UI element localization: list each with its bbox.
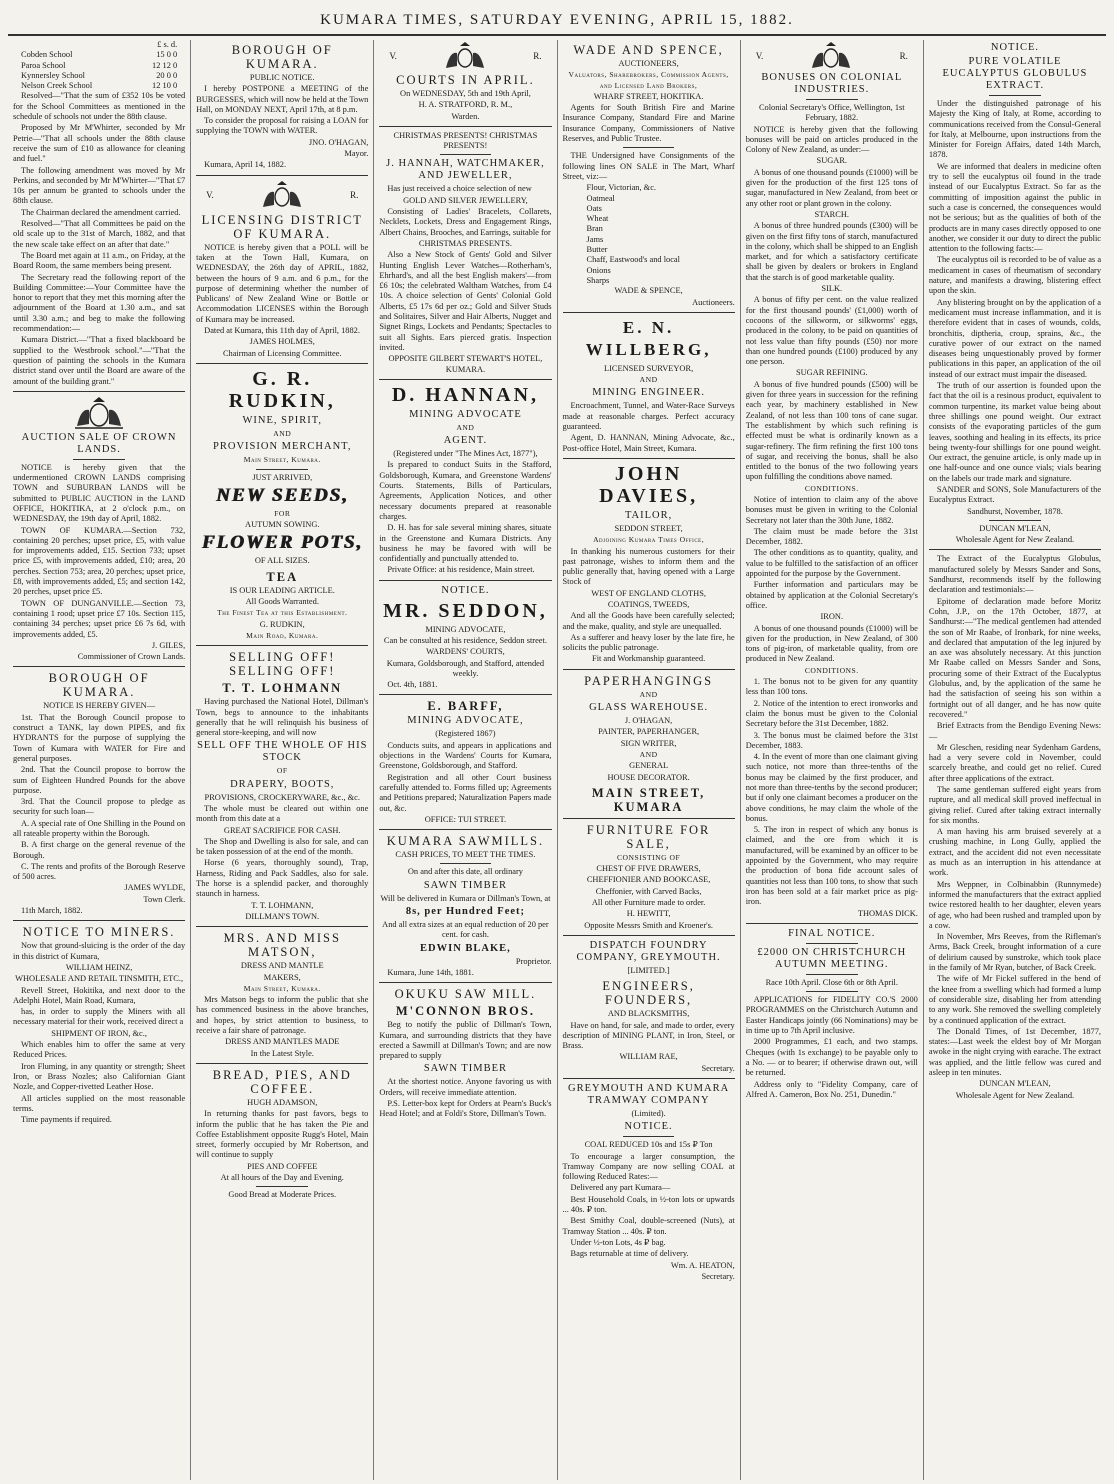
okuku-body: P.S. Letter-box kept for Orders at Pearn's Buck's Head Hotel; and at Foldi's Store, Dillman's Town. xyxy=(379,1099,552,1119)
eucalyptus-body: Any blistering brought on by the application of a medicament must increase inflammation, and it is therefore evident that in cases of wounds, colds, bronchitis, diptheria, croup, sprains, &c., the curative power of our extract on the named diseases being unquestionably proved by former publications in this paper, an application of the oil instead of our extract must impair the diseased. xyxy=(928,297,1102,379)
tramway-rate: Under ½-ton Lots, 4s ₽ bag. xyxy=(570,1237,666,1247)
sawmills-signature: EDWIN BLAKE, xyxy=(420,942,511,954)
matson-sub: DRESS AND MANTLE xyxy=(240,961,324,971)
licensing-signature: JAMES HOLMES, xyxy=(249,337,315,347)
davies-title: JOHN DAVIES, xyxy=(599,462,699,507)
wade-address: WHARF STREET, HOKITIKA. xyxy=(593,91,704,101)
eucalyptus-signature-place: Sandhurst, November, 1878. xyxy=(967,506,1063,516)
dhannan-title: D. HANNAN, xyxy=(391,383,540,406)
report-paragraph: Kumara District.—"That a fixed blackboard be supplied to the Westbrook school."—"That the question of painting the schools in the Kumara district stand over until the Board are aware of the amount of the building grant." xyxy=(13,335,186,386)
starch-body: A bonus of three hundred pounds (£300) will be given on the first fifty tons of starch, manufactured in the colony, which shall be shipped to an English market, and for which a satisfactory certificate shall be given by dealers or brokers in England that the starch is of good marketable quality. xyxy=(745,221,918,282)
rudkin-sub2: PROVISION MERCHANT, xyxy=(213,441,352,453)
public-notice-signature-title: Mayor. xyxy=(344,149,369,159)
list-item: Onions xyxy=(586,265,611,275)
vr-left: V. xyxy=(206,189,214,200)
rudkin-for: FOR xyxy=(274,508,291,518)
report-paragraph: Resolved—"That all Committees be paid on the old scale up to the 31st of March, 1882, and that the new scale take effect on an after that date." xyxy=(13,219,186,249)
tramway-body: Delivered any part Kumara— xyxy=(570,1183,671,1193)
bonus-title: BONUSES ON COLONIAL INDUSTRIES. xyxy=(761,72,903,95)
sawmills-body: On and after this date, all ordinary xyxy=(407,867,523,877)
wade-body: Agents for South British Fire and Marine Insurance Company, Standard Fire and Marine Insurance Company, Commissioners of Native Reserves, and Public Trustee. xyxy=(562,103,735,144)
christchurch-title: £2000 ON CHRISTCHURCH AUTUMN MEETING. xyxy=(757,946,907,970)
crown-signature: J. GILES, xyxy=(151,640,186,650)
lohmann-sell: SELL OFF THE WHOLE OF HIS STOCK xyxy=(197,740,368,764)
list-item: Chaff, Eastwood's and local xyxy=(586,255,680,265)
sugar-title: SUGAR. xyxy=(816,156,848,166)
borough-item: 2nd. That the Council propose to borrow the sum of Eighteen Hundred Pounds for the above purpose. xyxy=(13,765,186,795)
paper-trade: HOUSE DECORATOR. xyxy=(607,772,690,782)
mlean-sub: Wholesale Agent for New Zealand. xyxy=(955,535,1075,545)
paper-trade: GENERAL xyxy=(629,761,669,771)
public-notice-date: Kumara, April 14, 1882. xyxy=(204,160,287,170)
mlean-name: DUNCAN M'LEAN, xyxy=(979,523,1051,533)
lohmann-signature-place: DILLMAN'S TOWN. xyxy=(245,911,320,921)
rudkin-address: Main Street, Kumara. xyxy=(243,455,321,465)
davies-address2: Adjoining Kumara Times Office, xyxy=(593,535,705,545)
wade-title: WADE AND SPENCE, xyxy=(573,43,724,57)
furniture-body: All other Furniture made to order. xyxy=(591,898,706,908)
royal-arms-emblem xyxy=(13,396,185,430)
bread-name: HUGH ADAMSON, xyxy=(247,1097,318,1107)
silk-body: A bonus of fifty per cent. on the value realized for the first thousand pounds' (£1,000) worth of cocoons of the silkworm, or silkworms' eggs, produced in the colony, to be paid on quantities of not less value than fifty pounds (£50) nor more than one hundred pounds (£100) produced by any one person. xyxy=(745,295,918,367)
list-item: Oats xyxy=(586,203,602,213)
lohmann-body: The whole must be cleared out within one month from this date at a xyxy=(196,803,369,824)
column-1 xyxy=(8,40,191,1480)
seddon-body: Can be consulted at his residence, Seddon street. xyxy=(383,635,547,645)
foundry-sub2: AND BLACKSMITHS, xyxy=(607,1009,690,1019)
list-item: Flour, Victorian, &c. xyxy=(586,183,657,193)
paper-sub: GLASS WAREHOUSE. xyxy=(589,702,709,714)
lohmann-drapery: DRAPERY, BOOTS, xyxy=(230,778,335,790)
public-notice-body: To consider the proposal for raising a LOAN for supplying the TOWN with WATER. xyxy=(196,116,369,136)
eucalyptus-signature: SANDER and SONS, Sole Manufacturers of the Eucalyptus Extract. xyxy=(928,484,1102,505)
dhannan-registered: (Registered under "The Mines Act, 1877"), xyxy=(393,449,538,459)
hannah-body: Has just received a choice selection of new xyxy=(387,184,532,194)
notice-title: NOTICE. xyxy=(441,584,490,596)
miners-body: Which enables him to offer the same at very Reduced Prices. xyxy=(13,1040,186,1060)
courts-title: COURTS IN APRIL. xyxy=(396,73,535,87)
silk-title: SILK. xyxy=(821,284,843,294)
christchurch-body: 2000 Programmes, £1 each, and two stamps. Cheques (with 1s exchange) to be payable only to a No. — or to bearer; if otherwise drawn out, will be returned. xyxy=(745,1037,918,1078)
furniture-item: CHEST OF FIVE DRAWERS, xyxy=(596,864,701,874)
willberg-and: AND xyxy=(639,375,658,385)
public-notice-signature: JNO. O'HAGAN, xyxy=(308,137,369,147)
paper-and: AND xyxy=(639,749,658,759)
list-item: Oatmeal xyxy=(586,193,615,203)
conditions-body: The other conditions as to quantity, quality, and value to be fulfilled to the satisfaction of an officer appointed for the purpose by the Government. xyxy=(745,548,918,579)
foundry-sub: ENGINEERS, FOUNDERS, xyxy=(602,979,695,1008)
eucalyptus-body: The eucalyptus oil is recorded to be of value as a medicament in cases of rheumatism of secondary nature, and manifests a drawing, blistering effect upon the skin. xyxy=(928,255,1102,296)
wade-sub2: Valuators, Sharebrokers, Commission Agents, and Licensed Land Brokers, xyxy=(568,70,729,90)
list-item: Butter xyxy=(586,245,608,255)
conditions-title: CONDITIONS. xyxy=(804,665,859,675)
sugar-body: A bonus of one thousand pounds (£1000) will be given for the production of the first 125 tons of sugar, manufactured in New Zealand, from beet or any other root or plant grown in the colony. xyxy=(745,167,918,208)
sawmills-timber: SAWN TIMBER xyxy=(423,879,508,891)
davies-address: SEDDON STREET, xyxy=(614,523,683,533)
seddon-sub: MINING ADVOCATE, xyxy=(425,624,506,634)
report-paragraph: The Secretary read the following report of the Building Committee:—Your Committee have the honor to report that they met this morning after the adjournment of the Board at 1.30 a.m., and sat until 3.30 a.m.; and beg to make the following recommendation:— xyxy=(13,272,186,334)
courts-body: On WEDNESDAY, 5th and 19th April, xyxy=(400,89,531,98)
okuku-body: Beg to notify the public of Dillman's Town, Kumara, and surrounding districts that they have erected a Sawmill at Dillman's Town; and are now prepared to supply xyxy=(379,1020,552,1061)
royal-arms-header xyxy=(379,42,551,70)
rudkin-pots: FLOWER POTS, xyxy=(201,532,363,554)
barff-title: E. BARFF, xyxy=(427,699,504,714)
davies-body: And all the Goods have been carefully selected; and the make, quality, and style are unequalled. xyxy=(562,611,735,631)
school-row: Kynnersley School 20 0 0 xyxy=(21,70,178,80)
matson-dress: DRESS AND MANTLES MADE xyxy=(225,1037,340,1047)
conditions-body: Notice of intention to claim any of the above bonuses must be given in writing to the Colonial Secretary not later than the 30th June, 1882. xyxy=(745,494,918,525)
list-item: Sharps xyxy=(586,275,610,285)
iron-condition: 1. The bonus not to be given for any quantity less than 100 tons. xyxy=(745,677,918,697)
dhannan-and: AND xyxy=(456,422,475,432)
matson-style: In the Latest Style. xyxy=(250,1048,314,1058)
christchurch-body: Address only to "Fidelity Company, care of Alfred A. Cameron, Box No. 251, Dunedin." xyxy=(745,1079,918,1099)
rudkin-tea2: IS OUR LEADING ARTICLE. xyxy=(229,585,335,595)
christmas-title: CHRISTMAS PRESENTS! CHRISTMAS PRESENTS! xyxy=(393,130,538,151)
conditions-body: Further information and particulars may be obtained by application at the Colonial Secretary's office. xyxy=(745,580,918,610)
miners-name: WILLIAM HEINZ, xyxy=(65,962,133,972)
wade-item-list xyxy=(563,183,735,286)
eucalyptus-body: The truth of our assertion is founded upon the fact that the oil is a resinous product, equivalent to common turpentine, its market value being about three shillings one pound weight. Our extract consists of the evaporating particles of the gum leaves, soothing and healing in its effects, its price being twenty-four shillings for one pound weight. Our extract, the genuine article, is only made up in one half-ounce and one ounce vials; vials bearing on the labels our trade mark and signature. xyxy=(928,381,1102,483)
coat-of-arms-icon xyxy=(69,396,129,430)
matson-sub2: MAKERS, xyxy=(263,972,301,982)
mlean-name: DUNCAN M'LEAN, xyxy=(979,1079,1051,1089)
paper-trade: PAINTER, PAPERHANGER, xyxy=(598,727,700,737)
iron-condition: 2. Notice of the intention to erect ironworks and claim the bonus must be given to the Colonial Secretary before the 31st December, 1882. xyxy=(745,698,918,729)
matson-title: MRS. AND MISS MATSON, xyxy=(223,931,341,960)
column-6 xyxy=(924,40,1106,1480)
miners-body: Time payments if required. xyxy=(21,1115,112,1125)
miners-shipment: SHIPMENT OF IRON, &c., xyxy=(51,1028,147,1038)
royal-arms-header xyxy=(746,42,918,70)
coat-of-arms-icon xyxy=(440,42,490,70)
tramway-rate: Best Smithy Coal, double-screened (Nuts), at Tramway Station ... 40s. ₽ ton. xyxy=(562,1216,735,1236)
report-paragraph: The Chairman declared the amendment carried. xyxy=(21,207,181,217)
crown-sale-title: AUCTION SALE OF CROWN LANDS. xyxy=(21,431,177,455)
furniture-body: Cheffonier, with Carved Backs, xyxy=(595,886,702,896)
school-table-header: £ s. d. xyxy=(157,40,178,49)
foundry-signature: WILLIAM RAE, xyxy=(619,1052,678,1062)
furniture-sub: CONSISTING OF xyxy=(616,852,681,862)
lohmann-body: Horse (6 years, thoroughly sound), Trap, Harness, Riding and Pack Saddles, also for sale. The horse is a splendid packer, and thoroughly staunch in harness. xyxy=(196,858,369,899)
okuku-body: At the shortest notice. Anyone favoring us with Orders, will receive immediate attention. xyxy=(379,1077,552,1097)
dhannan-sub2: AGENT. xyxy=(443,435,488,447)
davies-cloth2: COATINGS, TWEEDS, xyxy=(607,599,690,609)
columns xyxy=(8,40,1106,1480)
courts-signature: H. A. STRATFORD, R. M., xyxy=(418,100,513,110)
licensing-title: LICENSING DISTRICT OF KUMARA. xyxy=(201,212,363,241)
iron-condition: 3. The bonus must be claimed before the 31st December, 1883. xyxy=(745,730,918,750)
vr-left: V. xyxy=(755,50,764,61)
bread-body: In returning thanks for past favors, begs to inform the public that he has taken the Pie and Coffee Establishment opposite Rugg's Hotel, Main street, formerly occupied by Mr Robertson, and will continue to supply xyxy=(196,1109,369,1160)
willberg-body: Encroachment, Tunnel, and Water-Race Surveys made at reasonable charges. Perfect accuracy guaranteed. xyxy=(562,401,735,432)
wade-sub: AUCTIONEERS, xyxy=(618,59,679,68)
borough-notice-title: BOROUGH OF KUMARA. xyxy=(48,671,150,700)
bread-good: Good Bread at Moderate Prices. xyxy=(228,1190,337,1200)
crown-signature-title: Commissioner of Crown Lands. xyxy=(77,652,186,662)
extract-body: The same gentleman suffered eight years from rupture, and all medical skill proved ineffectual in giving relief. Cured after taking extract internally for six months. xyxy=(928,785,1102,825)
lohmann-great-sacrifice: GREAT SACRIFICE FOR CASH. xyxy=(223,825,341,835)
notice-title: NOTICE. xyxy=(990,42,1039,53)
extract-body: The Donald Times, of 1st December, 1877, states:—Last week the eldest boy of Mr Morgan awoke in the night crying with earache. The extract was applied, and the little fellow was cured and asleep in ten minutes. xyxy=(928,1026,1102,1078)
iron-condition: 4. In the event of more than one claimant giving such notice, not more than three-tenths of the bonus may be claimed by the first producer, and not more than three-tenths by the second producer; but if only one claimant becomes a producer on the above conditions, he may claim the whole of the bonus. xyxy=(745,752,918,823)
starch-title: STARCH. xyxy=(814,209,849,219)
davies-fit: Fit and Workmanship guaranteed. xyxy=(592,654,706,664)
extract-body: A man having his arm bruised severely at a crushing machine, in Long Gully, applied the extract, and the accident did not even necessitate as much as an interruption in his attendance at work. xyxy=(928,827,1102,878)
vr-right: R. xyxy=(533,50,542,61)
extract-body: Epitome of declaration made before Moritz Cohn, J.P., on the 17th October, 1877, at Sandhurst:—"The medical gentlemen had attended the son of Mr Raabe, of Ironbark, for nine weeks, and declared that amputation of the leg injured by an axe was absolutely necessary. At this junction Mr Raabe called on Messrs Sander and Sons, procuring some of their Extract of the Eucalyptus Globulus, and, by the application of the same he had the satisfaction of seeing his son within a fortnight out of all danger, and he has now quite recovered." xyxy=(928,596,1102,719)
wade-signature: WADE & SPENCE, xyxy=(614,286,683,296)
hannah-title: J. HANNAH, WATCHMAKER, AND JEWELLER, xyxy=(386,158,545,182)
royal-arms-header xyxy=(196,180,368,210)
column-2 xyxy=(191,40,374,1480)
hannah-christmas: CHRISTMAS PRESENTS. xyxy=(418,238,512,248)
vr-left: V. xyxy=(389,50,397,61)
licensing-signature-title: Chairman of Licensing Committee. xyxy=(222,348,342,358)
hannah-body: Also a New Stock of Gents' Gold and Silver Hunting English Lever Watches—Rotherham's, Ehrhard's, and all the best English makers'—from £6 10s; the celebrated Waltham Watches, from £4 10s. A choice selection of Gents' Colonial Gold Alberts, £5 17s 6d per oz.; Gold and Silver Studs and Solitaires, Silver and Hair Alberts, Nugget and Signet Rings, Lockets and Pendants; Spectacles to suit all Sights. Ears pierced gratis. Inspection invited. xyxy=(379,250,552,352)
report-paragraph: The Board met again at 11 a.m., on Friday, at the Board Room, the same members being present. xyxy=(13,250,186,271)
lohmann-provisions: PROVISIONS, CROCKERYWARE, &c., &c. xyxy=(204,792,360,802)
sawmills-sub: CASH PRICES, TO MEET THE TIMES. xyxy=(395,850,536,860)
rudkin-title: G. R. RUDKIN, xyxy=(228,367,336,412)
okuku-title: OKUKU SAW MILL. xyxy=(394,987,537,1002)
borough-item: C. The rents and profits of the Borough Reserve of 500 acres. xyxy=(13,861,186,882)
christchurch-body: APPLICATIONS for FIDELITY CO.'S 2000 PROGRAMMES on the Christchurch Autumn and Easter Handicaps jointly (66 Nominations) may be in time up to 7th April inclusive. xyxy=(745,995,918,1036)
miners-address: Revell Street, Hokitika, and next door to the Adelphi Hotel, Main Road, Kumara, xyxy=(13,985,186,1005)
tramway-notice: NOTICE. xyxy=(624,1121,673,1133)
school-row: Paroa School 12 12 0 xyxy=(21,60,178,70)
barff-sub: MINING ADVOCATE, xyxy=(407,715,524,727)
barff-registered: (Registered 1867) xyxy=(435,729,496,739)
lohmann-signature: T. T. LOHMANN, xyxy=(251,900,314,910)
wade-signature-title: Auctioneers. xyxy=(692,297,735,307)
seddon-date: Oct. 4th, 1881. xyxy=(387,680,438,690)
seddon-title: MR. SEDDON, xyxy=(383,599,548,622)
dunganville-lots: TOWN OF DUNGANVILLE.—Section 73, containing 1 rood; upset price £7 10s. Section 115, containing 34 perches; upset price £6 7s 6d, with improvements added, £5. xyxy=(13,598,186,639)
tramway-signature: Wm. A. HEATON, xyxy=(670,1260,735,1270)
vr-right: R. xyxy=(350,189,359,200)
mlean-sub: Wholesale Agent for New Zealand. xyxy=(955,1090,1075,1100)
barff-office: OFFICE: TUI STREET. xyxy=(424,814,507,824)
sawmills-price: 8s, per Hundred Feet; xyxy=(405,906,526,918)
tramway-body: Bags returnable at time of delivery. xyxy=(570,1249,689,1259)
dhannan-sub: MINING ADVOCATE xyxy=(409,408,522,420)
extract-body: Mr Gleschen, residing near Sydenham Gardens, had a very severe cold in November, could scarcely breathe, and could get no relief. Cured after three applications of the extract. xyxy=(928,742,1102,783)
refining-title: SUGAR REFINING. xyxy=(795,368,868,378)
borough-signature-title: Town Clerk. xyxy=(143,894,186,904)
davies-cloth: WEST OF ENGLAND CLOTHS, xyxy=(591,588,706,598)
lohmann-body: Having purchased the National Hotel, Dillman's Town, begs to announce to the inhabitants generally that he will relinquish his business of general store-keeping, and will now xyxy=(196,697,369,738)
rudkin-sizes: OF ALL SIZES. xyxy=(254,556,310,566)
coat-of-arms-icon xyxy=(806,42,856,70)
licensing-body: NOTICE is hereby given that a POLL will be taken at the Town Hall, Kumara, on WEDNESDAY, the 26th day of APRIL, 1882, between the hours of 9 a.m. and 6 p.m., for the purpose of determining whether the number of Publicans' of New Zealand Wine or Bottle or Accommodation LICENSES within the Borough of Kumara may be increased. xyxy=(196,242,369,324)
furniture-signature: H. HEWITT, xyxy=(626,909,671,919)
dhannan-body: D. H. has for sale several mining shares, situate in the Greenstone and Kumara Districts. Any business he may be favored with will be confidentially and punctually attended to. xyxy=(379,523,552,564)
borough-item: 1st. That the Borough Council propose to construct a TANK, lay down PIPES, and fix HYDRANTS for the purpose of supplying the Town of Kumara with WATER for Fire and general purposes. xyxy=(13,712,186,763)
list-item: Bran xyxy=(586,224,603,234)
davies-body: In thanking his numerous customers for their past patronage, wishes to inform them and the public generally that, having opened with a Large Stock of xyxy=(562,546,735,587)
report-paragraph: Proposed by Mr M'Whirter, seconded by Mr Petrie—"That all schools under the 88th clause receive the sum of £10 as allowance for cleaning and fuel." xyxy=(13,123,186,164)
sawmills-date: Kumara, June 14th, 1881. xyxy=(387,967,474,977)
iron-body: A bonus of one thousand pounds (£1000) will be given for the production, in New Zealand, of 300 tons of pig-iron, of marketable quality, from ore produced in New Zealand. xyxy=(745,623,918,664)
paper-and: AND xyxy=(639,689,658,699)
report-paragraph: Resolved—"That the sum of £352 10s be voted for the School Committees as mentioned in the schedule of schools not under the 88th clause. xyxy=(13,91,186,122)
bread-title: BREAD, PIES, AND COFFEE. xyxy=(212,1067,352,1096)
rudkin-signature: G. RUDKIN, xyxy=(259,619,305,629)
furniture-address: Opposite Messrs Smith and Kroener's. xyxy=(584,920,713,930)
tramway-signature-title: Secretary. xyxy=(701,1271,735,1281)
foundry-limited: [LIMITED.] xyxy=(627,965,670,975)
rudkin-signature-address: Main Road, Kumara. xyxy=(246,630,319,640)
eucalyptus-body: We are informed that dealers in medicine often try to sell the eucalyptus oil found in the trade instead of our Eucalyptus Extract. So far as the committing of imposition against the public in such a case is concerned, the consequences would not be serious; but as the qualities of both of the products are in many cases directly opposed to one another, we consider it our duty to direct the public attention to the following facts:— xyxy=(928,161,1102,254)
rudkin-just: JUST ARRIVED, xyxy=(252,472,313,482)
sawmills-body: And all extra sizes at an equal reduction of 20 per cent. for cash. xyxy=(382,920,549,940)
sawmills-signature-title: Proprietor. xyxy=(515,956,552,966)
bonus-body: NOTICE is hereby given that the following bonuses will be paid on articles produced in the Colony of New Zealand, as under:— xyxy=(745,124,918,155)
masthead: KUMARA TIMES, SATURDAY EVENING, APRIL 15, 1882. xyxy=(8,6,1106,36)
refining-body: A bonus of five hundred pounds (£500) will be given for three years in succession for the refining each year, by machinery established in New Zealand, of not less than 100 tons of cane sugar. The establishment by which such refining is effected must be what is ordinarily known as a sugar-refinery. The firm refining the first 100 tons of sugar, and receiving the bonus, shall be also entitled to the bonus of the two following years upon fulfilling the conditions above named. xyxy=(745,379,918,482)
borough-item: B. A first charge on the general revenue of the Borough. xyxy=(13,840,186,860)
kumara-lots: TOWN OF KUMARA.—Section 732, containing 20 perches; upset price, £5, with value for improvements added, £15. Section 733; upset price £5, with improvements added, £10; area, 20 perches. Section 753; area, 20 perches; upset price, £8, with improvements added, £5; and section 142, 20 perches, upset price £5. xyxy=(13,525,186,597)
column-5 xyxy=(741,40,924,1480)
lohmann-body: The Shop and Dwelling is also for sale, and can be taken possession of at the end of the month. xyxy=(196,836,369,857)
borough-notice-sub: NOTICE IS HEREBY GIVEN— xyxy=(43,701,156,711)
list-item: Wheat xyxy=(586,214,609,224)
selling-off-title: SELLING OFF! SELLING OFF! xyxy=(229,650,336,679)
rudkin-tea: TEA xyxy=(266,569,299,584)
barff-body: Registration and all other Court business carefully attended to. Forms filled up; Agreements and Petitions prepared; Naturalization Papers made out, &c. xyxy=(379,772,552,813)
rudkin-autumn: AUTUMN SOWING. xyxy=(245,520,320,530)
willberg-sub: LICENSED SURVEYOR, xyxy=(604,363,694,373)
rudkin-seeds: NEW SEEDS, xyxy=(215,484,349,506)
report-paragraph: The following amendment was moved by Mr Perkins, and seconded by Mr M'Whirter—"That £7 10s per annum be granted to schools under the 88th clause. xyxy=(13,165,186,206)
okuku-timber: SAWN TIMBER xyxy=(423,1063,508,1075)
main-street-line: MAIN STREET, KUMARA xyxy=(591,785,706,814)
foundry-body: Have on hand, for sale, and made to order, every description of MINING PLANT, in Iron, Steel, or Brass. xyxy=(562,1020,735,1051)
miners-trade: WHOLESALE AND RETAIL TINSMITH, ETC., xyxy=(15,974,184,984)
eucalyptus-title: PURE VOLATILE EUCALYPTUS GLOBULUS EXTRACT. xyxy=(942,56,1088,91)
bonus-signature: THOMAS DICK. xyxy=(857,908,918,918)
final-notice-title: FINAL NOTICE. xyxy=(788,927,876,939)
wade-body: THE Undersigned have Consignments of the following lines ON SALE in The Mart, Wharf Street, viz:— xyxy=(562,151,735,181)
miners-notice-title: NOTICE TO MINERS. xyxy=(22,925,176,940)
column-3 xyxy=(374,40,557,1480)
school-row: Cobden School 15 0 0 xyxy=(21,50,178,60)
seddon-wardens: WARDENS' COURTS, xyxy=(426,647,505,657)
hannah-body: Consisting of Ladies' Bracelets, Collarets, Necklets, Lockets, Dress and Engagement Rings, Albert Chains, Brooches, and Earrings, suitable for xyxy=(379,207,552,237)
public-notice-sub: PUBLIC NOTICE. xyxy=(249,73,315,82)
paper-trade: SIGN WRITER, xyxy=(620,738,677,748)
conditions-title: CONDITIONS. xyxy=(804,483,859,493)
licensing-date: Dated at Kumara, this 11th day of April, 1882. xyxy=(204,326,360,336)
courts-signature-title: Warden. xyxy=(451,111,480,121)
lohmann-of: OF xyxy=(276,766,288,776)
tramway-rate: Best Household Coals, in ½-ton lots or upwards ... 40s. ₽ ton. xyxy=(562,1194,735,1215)
paper-title: PAPERHANGINGS xyxy=(584,673,714,688)
iron-condition: 5. The iron in respect of which any bonus is claimed, and the ore from which it is manufactured, will be examined by an officer to be appointed by the Government, who may require the production of bona fide account sales of quantities not less than 100 tons, to show that such iron has been sold at a fair market price as pig-iron. xyxy=(745,825,918,907)
willberg-body: Agent, D. HANNAN, Mining Advocate, &c., Post-office Hotel, Main Street, Kumara. xyxy=(562,433,735,453)
sawmills-body: Will be delivered in Kumara or Dillman's Town, at xyxy=(380,893,551,903)
willberg-title: E. N. WILLBERG, xyxy=(585,317,712,359)
extract-body: Brief Extracts from the Bendigo Evening News:— xyxy=(928,721,1102,741)
christchurch-race: Race 10th April. Close 6th or 8th April. xyxy=(765,977,898,987)
borough-signature: JAMES WYLDE, xyxy=(124,883,186,893)
borough-item: A. A special rate of One Shilling in the Pound on all rateable property within the Borough. xyxy=(13,818,186,838)
barff-body: Conducts suits, and appears in applications and objections in the Wardens' Courts for Kumara, Greenstone, Goldsborough, and Stafford. xyxy=(379,740,552,771)
school-row: Nelson Creek School 12 10 0 xyxy=(21,81,178,91)
iron-title: IRON. xyxy=(820,612,844,622)
extract-body: The wife of Mr Fickel suffered in the bend of the knee from a swelling which had formed a lump of considerable size, disabling her from attending to any work. She removed the swelling completely by a continued application of the extract. xyxy=(928,974,1102,1025)
eucalyptus-body: Under the distinguished patronage of his Majesty the King of Italy, at Rome, according to communications received from the Consul-General for Italy, at Melbourne, upon instructions from the Minister for Foreign Affairs, dated 14th March, 1878. xyxy=(928,99,1102,160)
public-notice-title: BOROUGH OF KUMARA. xyxy=(231,43,333,71)
davies-body: As a sufferer and heavy loser by the late fire, he solicits the public patronage. xyxy=(562,632,735,653)
seddon-body: Kumara, Goldsborough, and Stafford, attended weekly. xyxy=(386,658,545,678)
borough-date: 11th March, 1882. xyxy=(21,906,83,916)
bonus-office: Colonial Secretary's Office, Wellington, 1st February, 1882. xyxy=(758,103,905,123)
sawmills-title: KUMARA SAWMILLS. xyxy=(386,834,545,849)
matson-body: Mrs Matson begs to inform the public that she has commenced business in the above branches, and hopes, by strict attention to business, to receive a fair share of patronage. xyxy=(196,995,369,1036)
rudkin-finest: The Finest Tea at this Establishment. xyxy=(217,608,348,618)
furniture-title: FURNITURE FOR SALE, xyxy=(586,822,711,851)
crown-sale-body: NOTICE is hereby given that the undermentioned CROWN LANDS comprising TOWN and SUBURBAN LANDS will be submitted to PUBLIC AUCTION in the LAND OFFICE, HOKITIKA, at 2 o'clock p.m., on WEDNESDAY, the 19th day of April, 1882. xyxy=(13,462,186,524)
extract-body: Mrs Weppner, in Colbinabbin (Runnymede) informed the manufacturers that the extract applied twice restored health to her daughter, eleven years of age, who had been rushed and trampled upon by a cow. xyxy=(928,879,1102,930)
matson-address: Main Street, Kumara. xyxy=(243,983,321,993)
paper-name: J. O'HAGAN, xyxy=(624,716,673,726)
tramway-title: GREYMOUTH AND KUMARA TRAMWAY COMPANY xyxy=(568,1083,730,1106)
conditions-body: The claim must be made before the 31st December, 1882. xyxy=(745,526,918,547)
lohmann-title: T. T. LOHMANN xyxy=(222,681,343,696)
bread-pies: PIES AND COFFEE xyxy=(247,1161,318,1171)
davies-sub: TAILOR, xyxy=(624,509,673,521)
willberg-sub2: MINING ENGINEER. xyxy=(592,387,706,399)
rudkin-and: AND xyxy=(273,428,292,438)
tramway-coal: COAL REDUCED 10s and 15s ₽ Ton xyxy=(584,1140,713,1150)
miners-body: All articles supplied on the most reasonable terms. xyxy=(13,1093,186,1113)
public-notice-body: I hereby POSTPONE a MEETING of the BURGESSES, which will now be held at the Town Hall, on MONDAY NEXT, April 17th, at 8 p.m. xyxy=(196,84,369,114)
rudkin-sub: WINE, SPIRIT, xyxy=(242,414,323,426)
column-4 xyxy=(558,40,741,1480)
rudkin-warranted: All Goods Warranted. xyxy=(245,597,319,607)
borough-item: 3rd. That the Council propose to pledge as security for such loan— xyxy=(13,797,186,817)
list-item: Jams xyxy=(586,234,604,244)
extract-body: The Extract of the Eucalyptus Globulus, manufactured solely by Messrs Sander and Sons, Sandhurst, recommends itself by the following declaration and testimonials:— xyxy=(928,554,1102,595)
furniture-item: CHEFFIONIER AND BOOKCASE, xyxy=(586,875,711,885)
hannah-gold: GOLD AND SILVER JEWELLERY, xyxy=(403,195,528,205)
extract-body: In November, Mrs Reeves, from the Rifleman's Arms, Back Creek, brought information of a cure of delirium caused by sunstroke, which took place in the family of Mr Ryan, butcher, of Back Creek. xyxy=(928,932,1102,973)
bread-hours: At all hours of the Day and Evening. xyxy=(220,1173,344,1182)
tramway-limited: (Limited). xyxy=(631,1109,666,1118)
okuku-name: M'CONNON BROS. xyxy=(395,1004,535,1019)
foundry-signature-title: Secretary. xyxy=(701,1063,735,1073)
miners-body: Now that ground-sluicing is the order of the day in this district of Kumara, xyxy=(13,941,186,961)
hannah-opposite: OPPOSITE GILBERT STEWART'S HOTEL, KUMARA. xyxy=(388,354,543,374)
foundry-title: DISPATCH FOUNDRY COMPANY, GREYMOUTH. xyxy=(576,939,721,963)
tramway-body: To encourage a larger consumption, the Tramway Company are now selling COAL at following Reduced Rates:— xyxy=(562,1151,735,1182)
dhannan-office: Private Office: at his residence, Main street. xyxy=(387,565,535,575)
coat-of-arms-icon xyxy=(257,180,307,210)
dhannan-body: Is prepared to conduct Suits in the Stafford, Goldsborough, Kumara, and Greenstone Wardens' Courts. Statements, Bills of Particulars, Agreements, Application Notices, and other necessary documents prepared at reasonable charges. xyxy=(379,460,552,521)
miners-body: has, in order to supply the Miners with all necessary material for their work, received direct a xyxy=(13,1007,186,1027)
vr-right: R. xyxy=(899,50,908,61)
miners-body: Iron Fluming, in any quantity or strength; Sheet Iron, or Brass Nozles; also Californian Giant Nozle, and Copper-rivetted Leather Hose. xyxy=(13,1061,186,1092)
